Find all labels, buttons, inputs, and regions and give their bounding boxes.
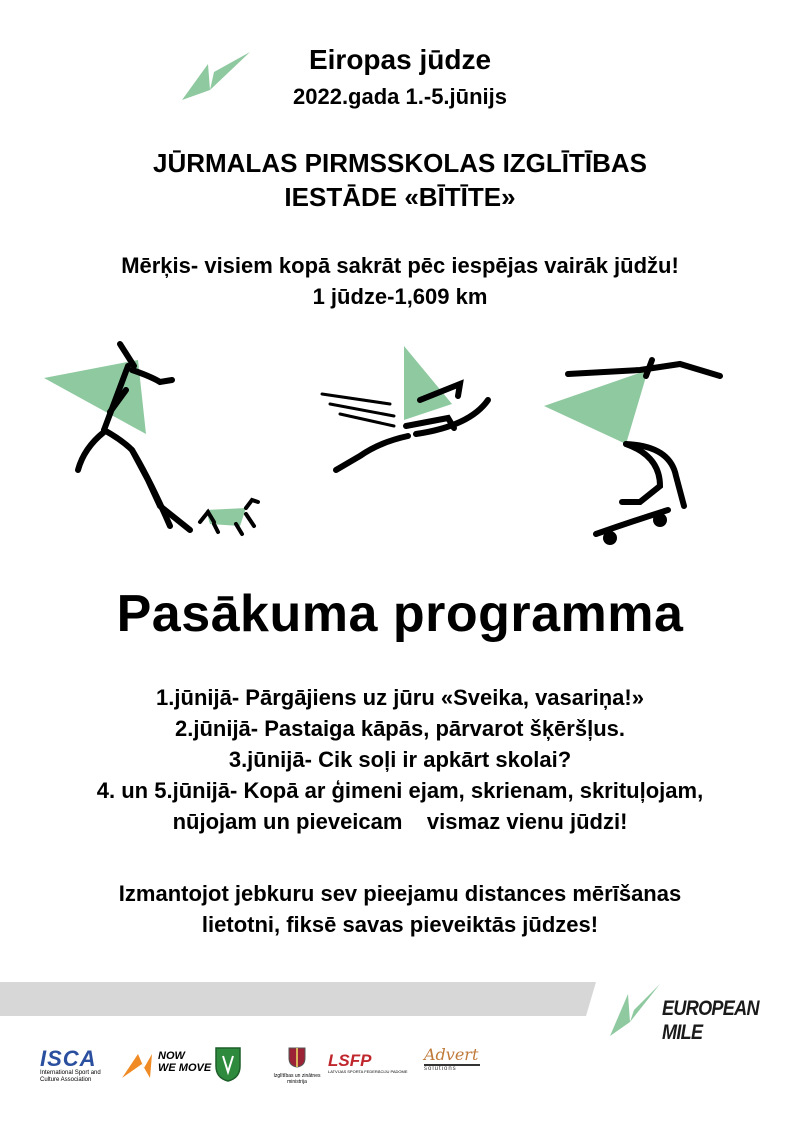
sponsor-logos bbox=[30, 1044, 530, 1094]
isca-caption: Culture Association bbox=[40, 1077, 92, 1083]
walker-with-dog-figure bbox=[44, 344, 190, 530]
isca-logo bbox=[40, 1048, 120, 1084]
event-title: Eiropas jūdze bbox=[308, 44, 492, 75]
lsfp-logo bbox=[328, 1051, 408, 1074]
lsspa-shield-icon bbox=[214, 1046, 242, 1082]
instructions-text bbox=[40, 878, 760, 940]
schedule-item: 2.jūnijā- Pastaiga kāpās, pārvarot šķēršļus. bbox=[175, 716, 625, 741]
ministry-caption: Izglītības un zinātnes bbox=[273, 1073, 321, 1079]
lsfp-wordmark: LSFP bbox=[328, 1051, 372, 1070]
now-we-move-text: WE MOVE bbox=[158, 1062, 212, 1074]
european-mile-brand: EUROPEAN MILE bbox=[662, 997, 759, 1044]
now-we-move-text: NOW bbox=[158, 1050, 185, 1062]
isca-caption: International Sport and bbox=[40, 1070, 101, 1076]
skateboarder-figure bbox=[544, 360, 720, 542]
advert-solutions-logo bbox=[424, 1046, 488, 1073]
runner-figure bbox=[322, 346, 488, 470]
advert-caption: solutions bbox=[424, 1064, 480, 1073]
goal-text bbox=[30, 250, 770, 312]
isca-wordmark: ISCA bbox=[40, 1046, 97, 1071]
program-title: Pasākuma programma bbox=[116, 585, 684, 643]
activity-illustrations bbox=[0, 330, 800, 560]
goal-line-1: Mērķis- visiem kopā sakrāt pēc iespējas vairāk jūdžu! bbox=[121, 253, 679, 278]
coat-of-arms-icon bbox=[285, 1046, 309, 1068]
organization-line-1: JŪRMALAS PIRMSSKOLAS IZGLĪTĪBAS bbox=[152, 148, 647, 178]
lsfp-caption: LATVIJAS SPORTA FEDERĀCIJU PADOME bbox=[328, 1069, 408, 1074]
schedule-item: 3.jūnijā- Cik soļi ir apkārt skolai? bbox=[228, 747, 572, 772]
advert-wordmark: Advert bbox=[424, 1045, 479, 1064]
instructions-line-1: Izmantojot jebkuru sev pieejamu distances mērīšanas bbox=[118, 881, 682, 906]
dog-figure bbox=[200, 500, 258, 534]
schedule-item: 4. un 5.jūnijā- Kopā ar ģimeni ejam, skrienam, skrituļojam, bbox=[96, 778, 704, 803]
european-mile-logo-icon bbox=[180, 50, 252, 102]
event-dates: 2022.gada 1.-5.jūnijs bbox=[293, 84, 507, 109]
ministry-caption: ministrija bbox=[287, 1079, 307, 1085]
organization-line-2: IESTĀDE «BĪTĪTE» bbox=[284, 182, 516, 212]
program-schedule bbox=[0, 682, 800, 837]
schedule-item: 1.jūnijā- Pārgājiens uz jūru «Sveika, vasariņa!» bbox=[156, 685, 644, 710]
ministry-logo bbox=[262, 1046, 332, 1085]
goal-line-2: 1 jūdze-1,609 km bbox=[312, 284, 488, 309]
schedule-item: nūjojam un pieveicam vismaz vienu jūdzi! bbox=[172, 809, 628, 834]
instructions-line-2: lietotni, fiksē savas pieveiktās jūdzes! bbox=[201, 912, 599, 937]
now-we-move-icon bbox=[122, 1052, 156, 1080]
organization-name bbox=[60, 146, 740, 214]
